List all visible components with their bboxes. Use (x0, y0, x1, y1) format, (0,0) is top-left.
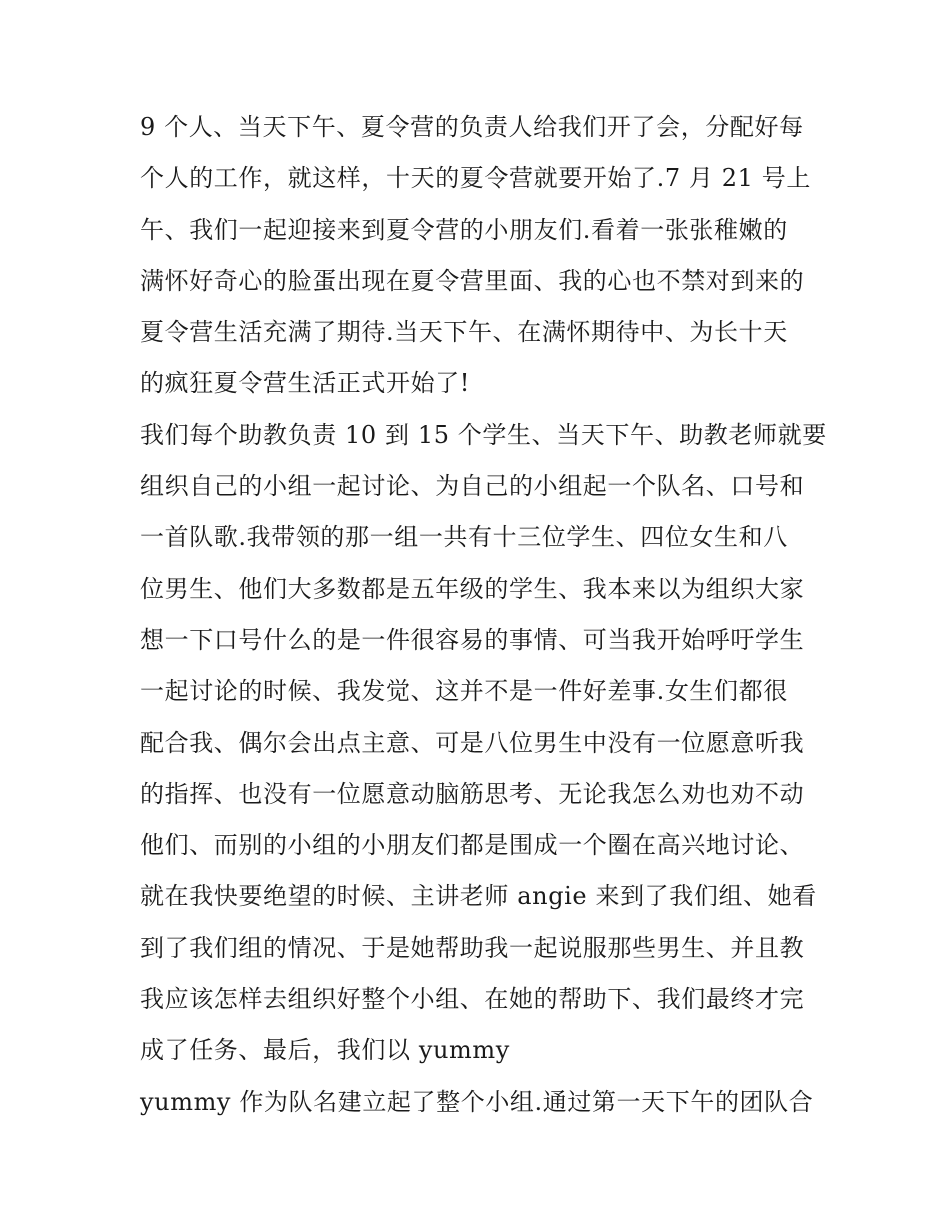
text-line: 他们、而别的小组的小朋友们都是围成一个圈在高兴地讨论、 (140, 831, 805, 860)
text-line: 9 个人、当天下午、夏令营的负责人给我们开了会，分配好每 (140, 113, 804, 141)
text-line: 我们每个助教负责 10 到 15 个学生、当天下午、助教老师就要 (140, 420, 827, 449)
text-line: 午、我们一起迎接来到夏令营的小朋友们.看着一张张稚嫩的 (140, 215, 788, 244)
text-line: 一起讨论的时候、我发觉、这并不是一件好差事.女生们都很 (140, 677, 788, 706)
text-line: 到了我们组的情况、于是她帮助我一起说服那些男生、并且教 (140, 933, 805, 962)
text-line: 想一下口号什么的是一件很容易的事情、可当我开始呼吁学生 (140, 625, 805, 654)
text-line: 成了任务、最后，我们以 yummy (140, 1036, 510, 1065)
text-line: 个人的工作，就这样，十天的夏令营就要开始了.7 月 21 号上 (140, 164, 811, 193)
text-line: 夏令营生活充满了期待.当天下午、在满怀期待中、为长十天 (140, 318, 788, 347)
text-line: 满怀好奇心的脸蛋出现在夏令营里面、我的心也不禁对到来的 (140, 266, 805, 295)
text-line: 的指挥、也没有一位愿意动脑筋思考、无论我怎么劝也劝不动 (140, 779, 805, 808)
text-line: 的疯狂夏令营生活正式开始了! (140, 369, 471, 398)
body-text (140, 102, 840, 1128)
text-line: 配合我、偶尔会出点主意、可是八位男生中没有一位愿意听我 (140, 728, 805, 757)
text-line: 一首队歌.我带领的那一组一共有十三位学生、四位女生和八 (140, 523, 788, 552)
text-line: yummy 作为队名建立起了整个小组.通过第一天下午的团队合 (140, 1087, 814, 1116)
text-line: 位男生、他们大多数都是五年级的学生、我本来以为组织大家 (140, 574, 805, 603)
text-line: 就在我快要绝望的时候、主讲老师 angie 来到了我们组、她看 (140, 882, 817, 911)
text-line: 我应该怎样去组织好整个小组、在她的帮助下、我们最终才完 (140, 985, 805, 1014)
text-line: 组织自己的小组一起讨论、为自己的小组起一个队名、口号和 (140, 472, 805, 501)
